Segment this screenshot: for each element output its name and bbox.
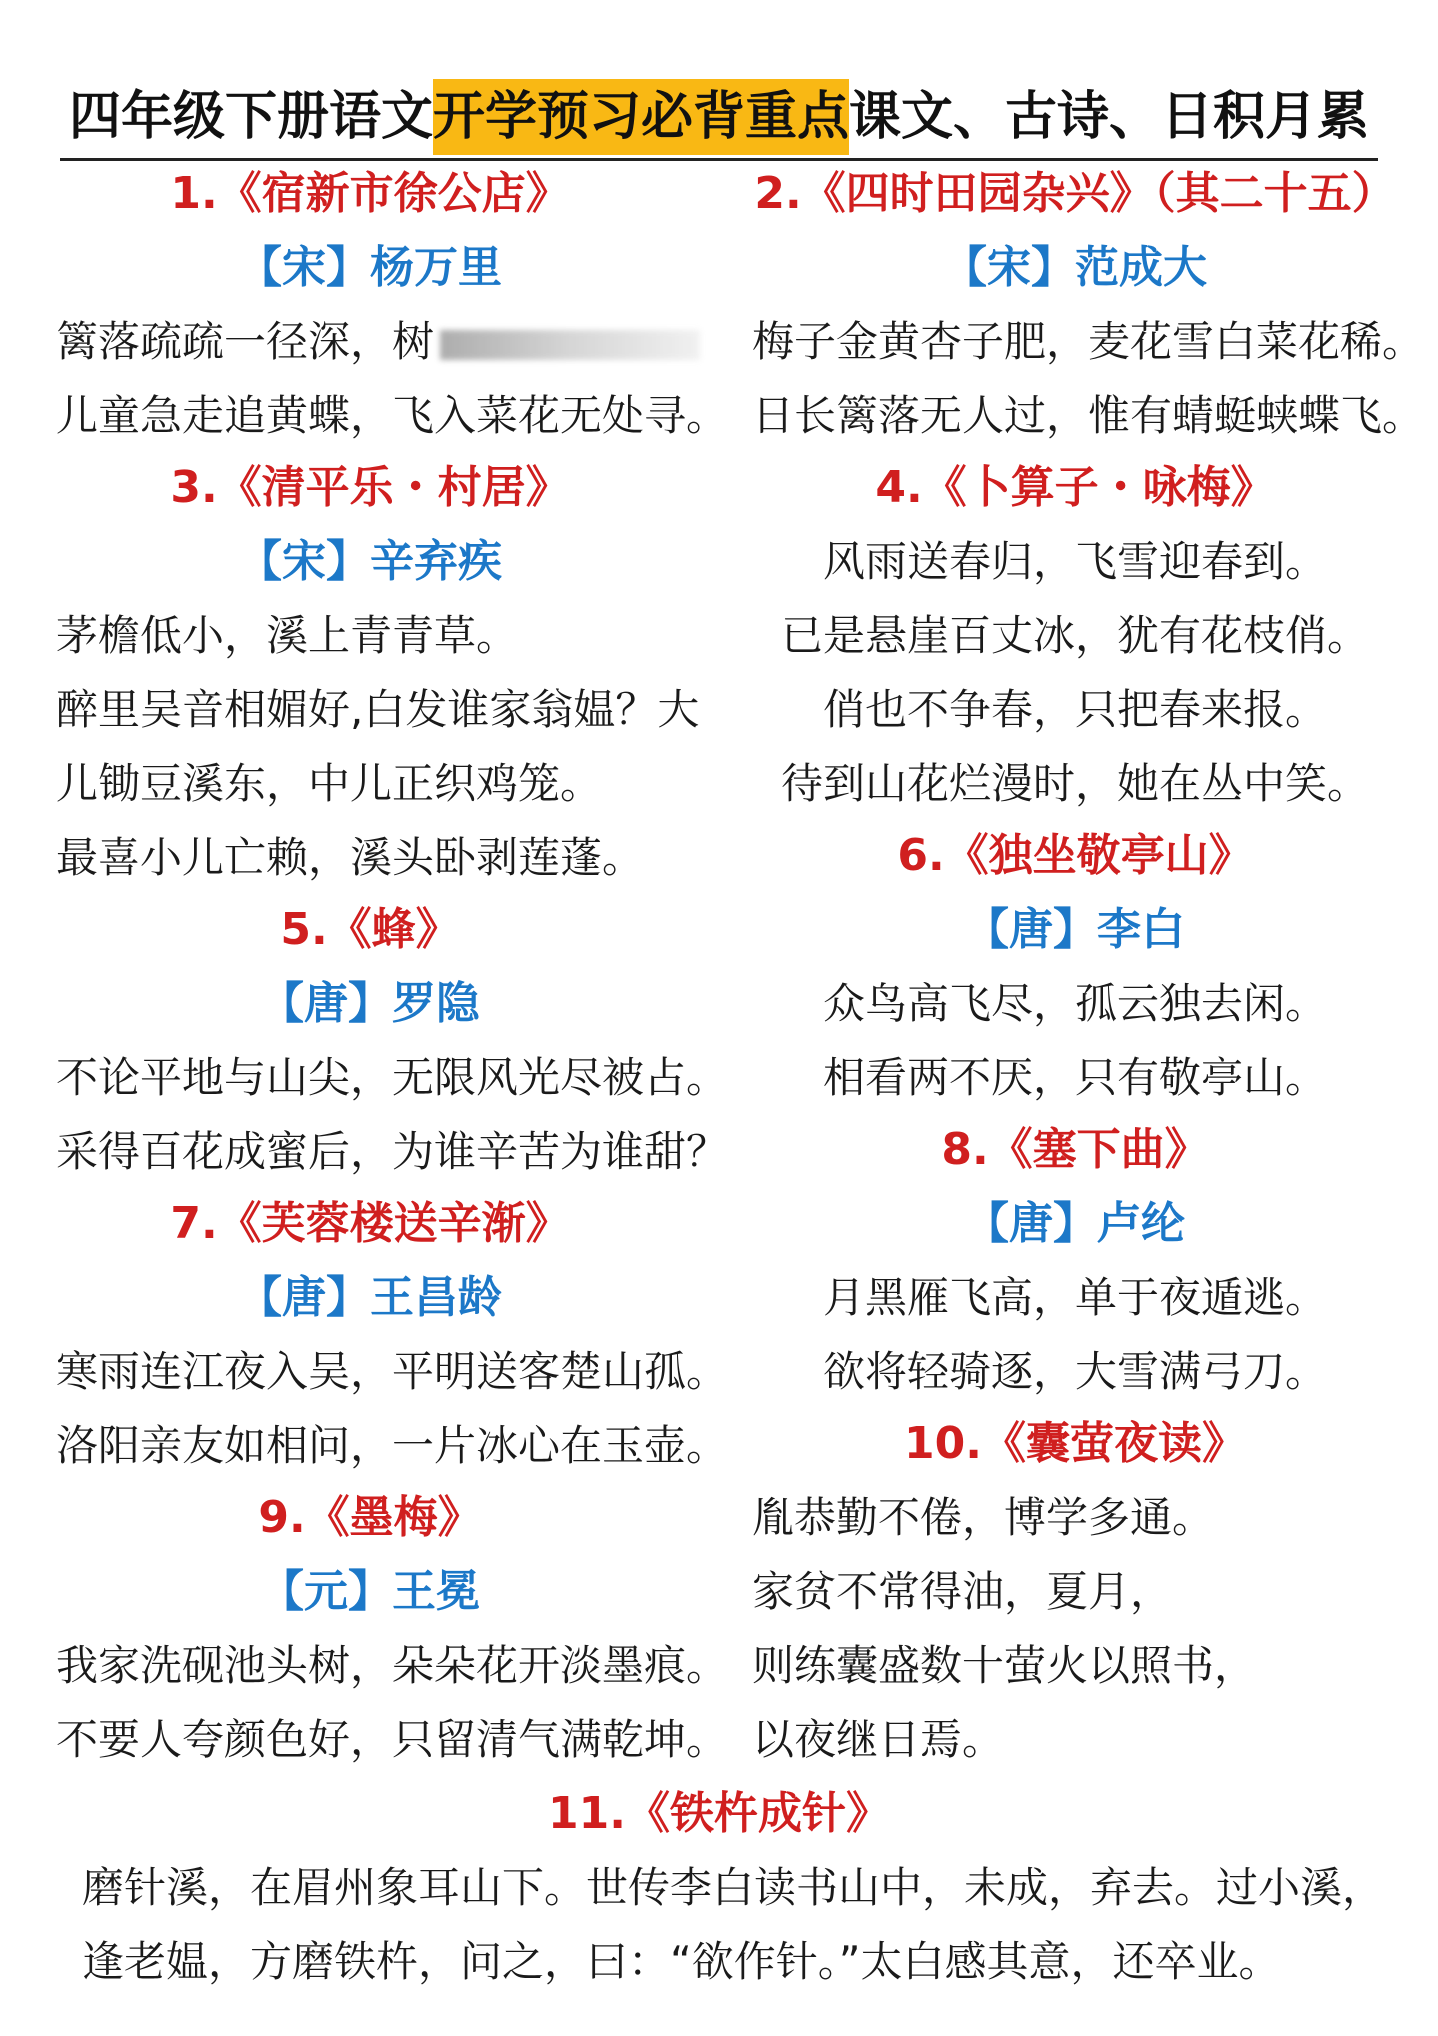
poem-line: 众鸟高飞尽，孤云独去闲。 bbox=[822, 979, 1327, 1028]
poem-line: 俏也不争春，只把春来报。 bbox=[822, 685, 1327, 734]
poem-author: 【唐】李白 bbox=[965, 904, 1185, 955]
poem-line: 最喜小儿亡赖，溪头卧剥莲蓬。 bbox=[56, 833, 645, 882]
poem-author: 【唐】卢纶 bbox=[965, 1198, 1185, 1249]
poem-line: 篱落疏疏一径深，树 bbox=[56, 316, 700, 368]
poem-line: 儿童急走追黄蝶，飞入菜花无处寻。 bbox=[56, 391, 729, 440]
poem-line: 寒雨连江夜入吴，平明送客楚山孤。 bbox=[56, 1347, 729, 1396]
title-part2: 课文、古诗、日积月累 bbox=[849, 87, 1370, 147]
prose-line: 磨针溪，在眉州象耳山下。世传李白读书山中，未成，弃去。过小溪， bbox=[82, 1863, 1385, 1912]
poem-line: 月黑雁飞高，单于夜遁逃。 bbox=[822, 1273, 1327, 1322]
poem-heading: 4.《卜算子・咏梅》 bbox=[875, 462, 1275, 513]
poem-heading: 8.《塞下曲》 bbox=[941, 1124, 1209, 1175]
poem-line: 我家洗砚池头树，朵朵花开淡墨痕。 bbox=[56, 1641, 729, 1690]
poem-heading: 2.《四时田园杂兴》（其二十五） bbox=[754, 168, 1396, 219]
poem-author: 【元】王冕 bbox=[260, 1566, 480, 1617]
poem-heading: 9.《墨梅》 bbox=[258, 1492, 482, 1543]
poem-line: 日长篱落无人过，惟有蜻蜓蛱蝶飞。 bbox=[752, 391, 1425, 440]
poem-line: 已是悬崖百丈冰，犹有花枝俏。 bbox=[780, 611, 1369, 660]
title-highlight: 开学预习必背重点 bbox=[433, 79, 849, 155]
poem-line: 相看两不厌，只有敬亭山。 bbox=[822, 1053, 1327, 1102]
page-title bbox=[0, 72, 1438, 162]
poem-line: 风雨送春归，飞雪迎春到。 bbox=[822, 537, 1327, 586]
poem-line: 欲将轻骑逐，大雪满弓刀。 bbox=[822, 1347, 1327, 1396]
poem-heading: 10.《囊萤夜读》 bbox=[904, 1418, 1246, 1469]
poem-line: 则练囊盛数十萤火以照书， bbox=[752, 1641, 1257, 1690]
poem-heading: 11.《铁杵成针》 bbox=[548, 1788, 890, 1839]
poem-line: 胤恭勤不倦，博学多通。 bbox=[752, 1493, 1215, 1542]
poem-heading: 1.《宿新市徐公店》 bbox=[170, 168, 570, 219]
blurred-redaction bbox=[440, 330, 700, 360]
poem-line: 梅子金黄杏子肥，麦花雪白菜花稀。 bbox=[752, 317, 1425, 366]
poem-line: 以夜继日焉。 bbox=[752, 1715, 1005, 1764]
poem-author: 【宋】范成大 bbox=[943, 242, 1207, 293]
poem-line: 儿锄豆溪东，中儿正织鸡笼。 bbox=[56, 759, 603, 808]
poem-line: 不论平地与山尖，无限风光尽被占。 bbox=[56, 1053, 729, 1102]
poem-author: 【宋】杨万里 bbox=[238, 242, 502, 293]
poem-heading: 7.《芙蓉楼送辛渐》 bbox=[170, 1198, 570, 1249]
poem-heading: 5.《蜂》 bbox=[280, 904, 460, 955]
poem-heading: 3.《清平乐・村居》 bbox=[170, 462, 570, 513]
poem-line: 待到山花烂漫时，她在丛中笑。 bbox=[780, 759, 1369, 808]
poem-line: 不要人夸颜色好，只留清气满乾坤。 bbox=[56, 1715, 729, 1764]
poem-heading: 6.《独坐敬亭山》 bbox=[897, 830, 1253, 881]
poem-author: 【唐】王昌龄 bbox=[238, 1272, 502, 1323]
poem-author: 【唐】罗隐 bbox=[260, 978, 480, 1029]
poem-line: 茅檐低小，溪上青青草。 bbox=[56, 611, 519, 660]
poem-line: 醉里吴音相媚好,白发谁家翁媪？大 bbox=[56, 685, 700, 734]
poem-author: 【宋】辛弃疾 bbox=[238, 536, 502, 587]
poem-line: 采得百花成蜜后，为谁辛苦为谁甜？ bbox=[56, 1127, 729, 1176]
poem-line: 家贫不常得油，夏月， bbox=[752, 1567, 1173, 1616]
title-underline bbox=[60, 158, 1378, 161]
poem-line: 洛阳亲友如相问，一片冰心在玉壶。 bbox=[56, 1421, 729, 1470]
prose-line: 逢老媪，方磨铁杵，问之，曰：“欲作针。”太白感其意，还卒业。 bbox=[82, 1937, 1281, 1986]
title-part1: 四年级下册语文 bbox=[68, 87, 433, 147]
